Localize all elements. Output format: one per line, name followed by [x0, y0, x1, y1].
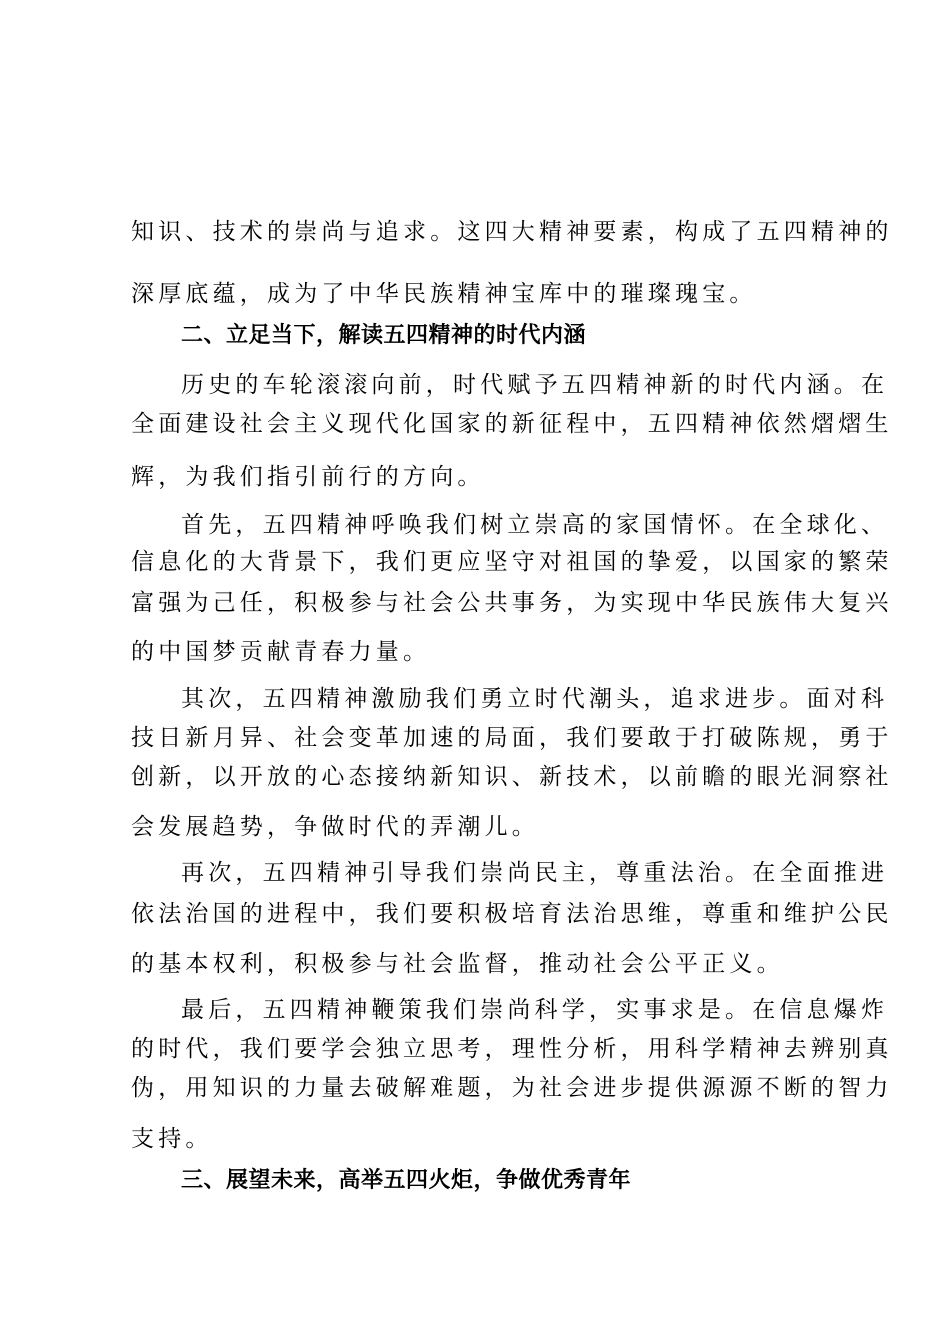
- paragraph-first-line: 历史的车轮滚滚向前，时代赋予五四精神新的时代内涵。在: [181, 372, 889, 398]
- body-text-line: 依法治国的进程中，我们要积极培育法治思维，尊重和维护公民: [131, 901, 893, 927]
- paragraph-first-line: 首先，五四精神呼唤我们树立崇高的家国情怀。在全球化、: [181, 512, 889, 538]
- body-text-line: 创新，以开放的心态接纳新知识、新技术，以前瞻的眼光洞察社: [131, 764, 893, 790]
- section-heading-2: 二、立足当下，解读五四精神的时代内涵: [181, 323, 587, 348]
- paragraph-first-line: 再次，五四精神引导我们崇尚民主，尊重法治。在全面推进: [181, 860, 889, 886]
- body-text-line: 信息化的大背景下，我们更应坚守对祖国的挚爱，以国家的繁荣: [131, 549, 893, 575]
- body-text-line: 伪，用知识的力量去破解难题，为社会进步提供源源不断的智力: [131, 1075, 893, 1101]
- body-text-line: 辉，为我们指引前行的方向。: [131, 464, 485, 490]
- body-text-line: 知识、技术的崇尚与追求。这四大精神要素，构成了五四精神的: [131, 219, 893, 245]
- body-text-line: 富强为己任，积极参与社会公共事务，为实现中华民族伟大复兴: [131, 590, 893, 616]
- body-text-line: 的中国梦贡献青春力量。: [131, 639, 431, 665]
- body-text-line: 全面建设社会主义现代化国家的新征程中，五四精神依然熠熠生: [131, 411, 893, 437]
- body-text-line: 支持。: [131, 1126, 213, 1152]
- body-text-line: 的时代，我们要学会独立思考，理性分析，用科学精神去辨别真: [131, 1036, 893, 1062]
- body-text-line: 会发展趋势，争做时代的弄潮儿。: [131, 814, 539, 840]
- paragraph-first-line: 最后，五四精神鞭策我们崇尚科学，实事求是。在信息爆炸: [181, 997, 889, 1023]
- paragraph-first-line: 其次，五四精神激励我们勇立时代潮头，追求进步。面对科: [181, 686, 889, 712]
- body-text-line: 的基本权利，积极参与社会监督，推动社会公平正义。: [131, 951, 784, 977]
- section-heading-3: 三、展望未来，高举五四火炬，争做优秀青年: [181, 1168, 632, 1193]
- body-text-line: 深厚底蕴，成为了中华民族精神宝库中的璀璨瑰宝。: [131, 281, 757, 307]
- body-text-line: 技日新月异、社会变革加速的局面，我们要敢于打破陈规，勇于: [131, 725, 893, 751]
